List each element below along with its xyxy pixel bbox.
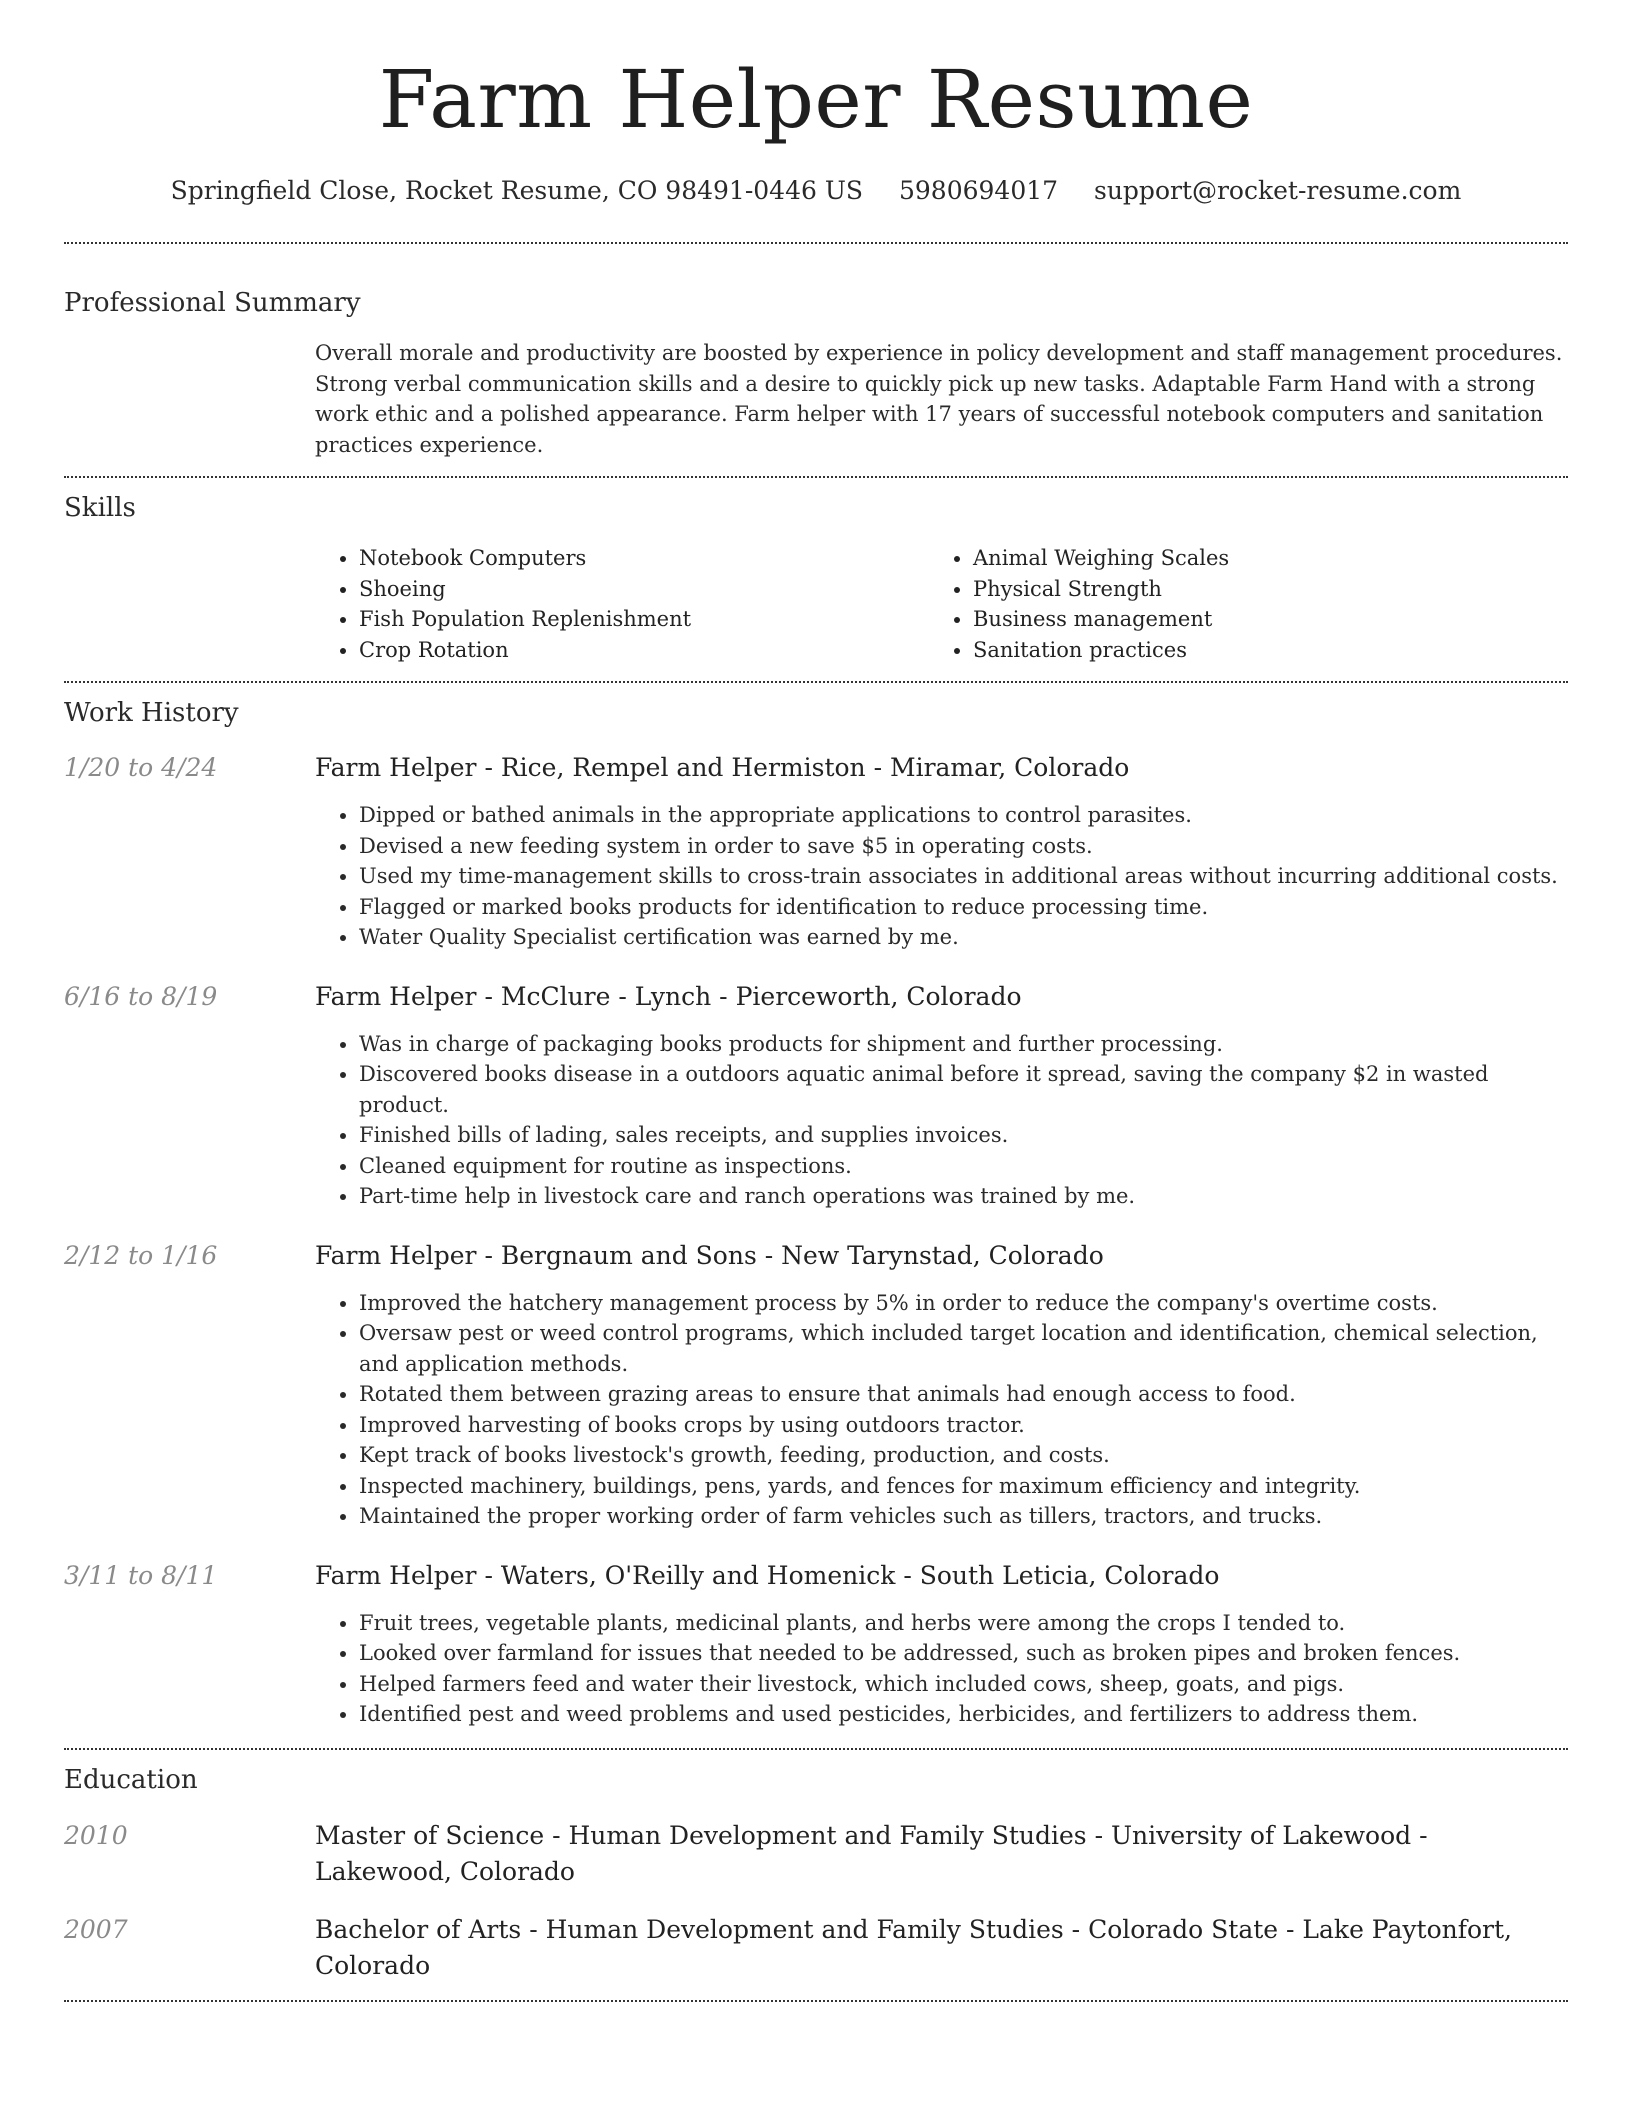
work-history-heading: Work History — [64, 698, 239, 728]
job-bullet: • Rotated them between grazing areas to ensure that animals had enough access to food. — [359, 1379, 1568, 1410]
job-bullet: • Improved the hatchery management process by 5% in order to reduce the company's overtime costs. — [359, 1288, 1568, 1319]
job-bullet: • Oversaw pest or weed control programs, which included target location and identification, chemical selection, and application methods. — [359, 1318, 1568, 1379]
job-bullet: • Part-time help in livestock care and ranch operations was trained by me. — [359, 1181, 1568, 1212]
job-entry — [64, 1239, 1568, 1532]
job-bullet: • Maintained the proper working order of farm vehicles such as tillers, tractors, and trucks. — [359, 1501, 1568, 1532]
job-bullet: • Discovered books disease in a outdoors aquatic animal before it spread, saving the company $2 in wasted product. — [359, 1059, 1568, 1120]
skills-section — [64, 478, 1568, 665]
skill-item: • Crop Rotation — [359, 635, 929, 666]
job-entry — [64, 980, 1568, 1212]
job-bullet: • Devised a new feeding system in order to save $5 in operating costs. — [359, 831, 1568, 862]
job-dates: 1/20 to 4/24 — [64, 753, 218, 782]
job-entry — [64, 751, 1568, 953]
job-entry — [64, 1559, 1568, 1730]
skill-item: • Animal Weighing Scales — [973, 543, 1533, 574]
contact-address: Springfield Close, Rocket Resume, CO 98491-0446 US — [170, 176, 864, 205]
job-bullets — [315, 1029, 1568, 1212]
skills-heading: Skills — [64, 493, 136, 523]
job-bullet: • Was in charge of packaging books products for shipment and further processing. — [359, 1029, 1568, 1060]
skill-item: • Shoeing — [359, 574, 929, 605]
job-bullets — [315, 1288, 1568, 1532]
job-heading: Farm Helper - McClure - Lynch - Pierceworth, Colorado — [315, 981, 1022, 1011]
resume-page — [64, 0, 1568, 2002]
education-section — [64, 1750, 1568, 2000]
job-bullets — [315, 800, 1568, 953]
job-bullet: • Water Quality Specialist certification was earned by me. — [359, 922, 1568, 953]
contact-email[interactable]: support@rocket-resume.com — [1094, 176, 1462, 205]
job-bullets — [315, 1608, 1568, 1730]
job-bullet: • Flagged or marked books products for identification to reduce processing time. — [359, 892, 1568, 923]
job-bullet: • Dipped or bathed animals in the appropriate applications to control parasites. — [359, 800, 1568, 831]
section-divider — [64, 2000, 1568, 2002]
education-degree: Bachelor of Arts - Human Development and Family Studies - Colorado State - Lake Paytonfort, Colorado — [315, 1914, 1512, 1980]
summary-heading: Professional Summary — [64, 288, 361, 318]
job-bullet: • Finished bills of lading, sales receipts, and supplies invoices. — [359, 1120, 1568, 1151]
education-entry — [64, 1912, 1568, 1984]
job-bullet: • Kept track of books livestock's growth, feeding, production, and costs. — [359, 1440, 1568, 1471]
education-year: 2007 — [64, 1914, 128, 1944]
contact-phone: 5980694017 — [898, 176, 1059, 205]
work-history-section — [64, 683, 1568, 1748]
education-heading: Education — [64, 1764, 198, 1795]
job-bullet: • Helped farmers feed and water their livestock, which included cows, sheep, goats, and pigs. — [359, 1669, 1568, 1700]
skill-item: • Business management — [973, 604, 1533, 635]
job-dates: 2/12 to 1/16 — [64, 1240, 218, 1270]
skill-item: • Physical Strength — [973, 574, 1533, 605]
skill-item: • Notebook Computers — [359, 543, 929, 574]
skills-column-1 — [315, 543, 929, 665]
job-bullet: • Inspected machinery, buildings, pens, yards, and fences for maximum efficiency and integrity. — [359, 1471, 1568, 1502]
contact-line — [64, 174, 1568, 208]
job-bullet: • Used my time-management skills to cross-train associates in additional areas without incurring additional costs. — [359, 861, 1568, 892]
education-year: 2010 — [64, 1820, 128, 1850]
job-dates: 3/11 to 8/11 — [64, 1560, 218, 1590]
job-heading: Farm Helper - Bergnaum and Sons - New Tarynstad, Colorado — [315, 1240, 1104, 1270]
job-bullet: • Identified pest and weed problems and used pesticides, herbicides, and fertilizers to address them. — [359, 1699, 1568, 1730]
skills-column-2 — [929, 543, 1533, 665]
skill-item: • Sanitation practices — [973, 635, 1533, 666]
job-bullet: • Fruit trees, vegetable plants, medicinal plants, and herbs were among the crops I tended to. — [359, 1608, 1568, 1639]
job-dates: 6/16 to 8/19 — [64, 981, 218, 1011]
skill-item: • Fish Population Replenishment — [359, 604, 929, 635]
summary-section — [64, 244, 1568, 460]
skills-list — [315, 543, 1568, 665]
summary-text: Overall morale and productivity are boosted by experience in policy development and staff management procedures. Strong verbal communication skills and a desire to quickly pick up new tasks. Adaptable Farm Hand with a strong work ethic and a polished appearance. Farm helper with 17 years of successful notebook computers and sanitation practices experience. — [315, 341, 1563, 457]
job-bullet: • Cleaned equipment for routine as inspections. — [359, 1151, 1568, 1182]
job-bullet: • Looked over farmland for issues that needed to be addressed, such as broken pipes and broken fences. — [359, 1638, 1568, 1669]
job-heading: Farm Helper - Waters, O'Reilly and Homenick - South Leticia, Colorado — [315, 1560, 1220, 1590]
resume-title: Farm Helper Resume — [378, 53, 1254, 146]
education-entry — [64, 1818, 1568, 1890]
job-heading: Farm Helper - Rice, Rempel and Hermiston - Miramar, Colorado — [315, 753, 1130, 782]
education-degree: Master of Science - Human Development and Family Studies - University of Lakewood - Lakewood, Colorado — [315, 1820, 1428, 1886]
job-bullet: • Improved harvesting of books crops by using outdoors tractor. — [359, 1410, 1568, 1441]
